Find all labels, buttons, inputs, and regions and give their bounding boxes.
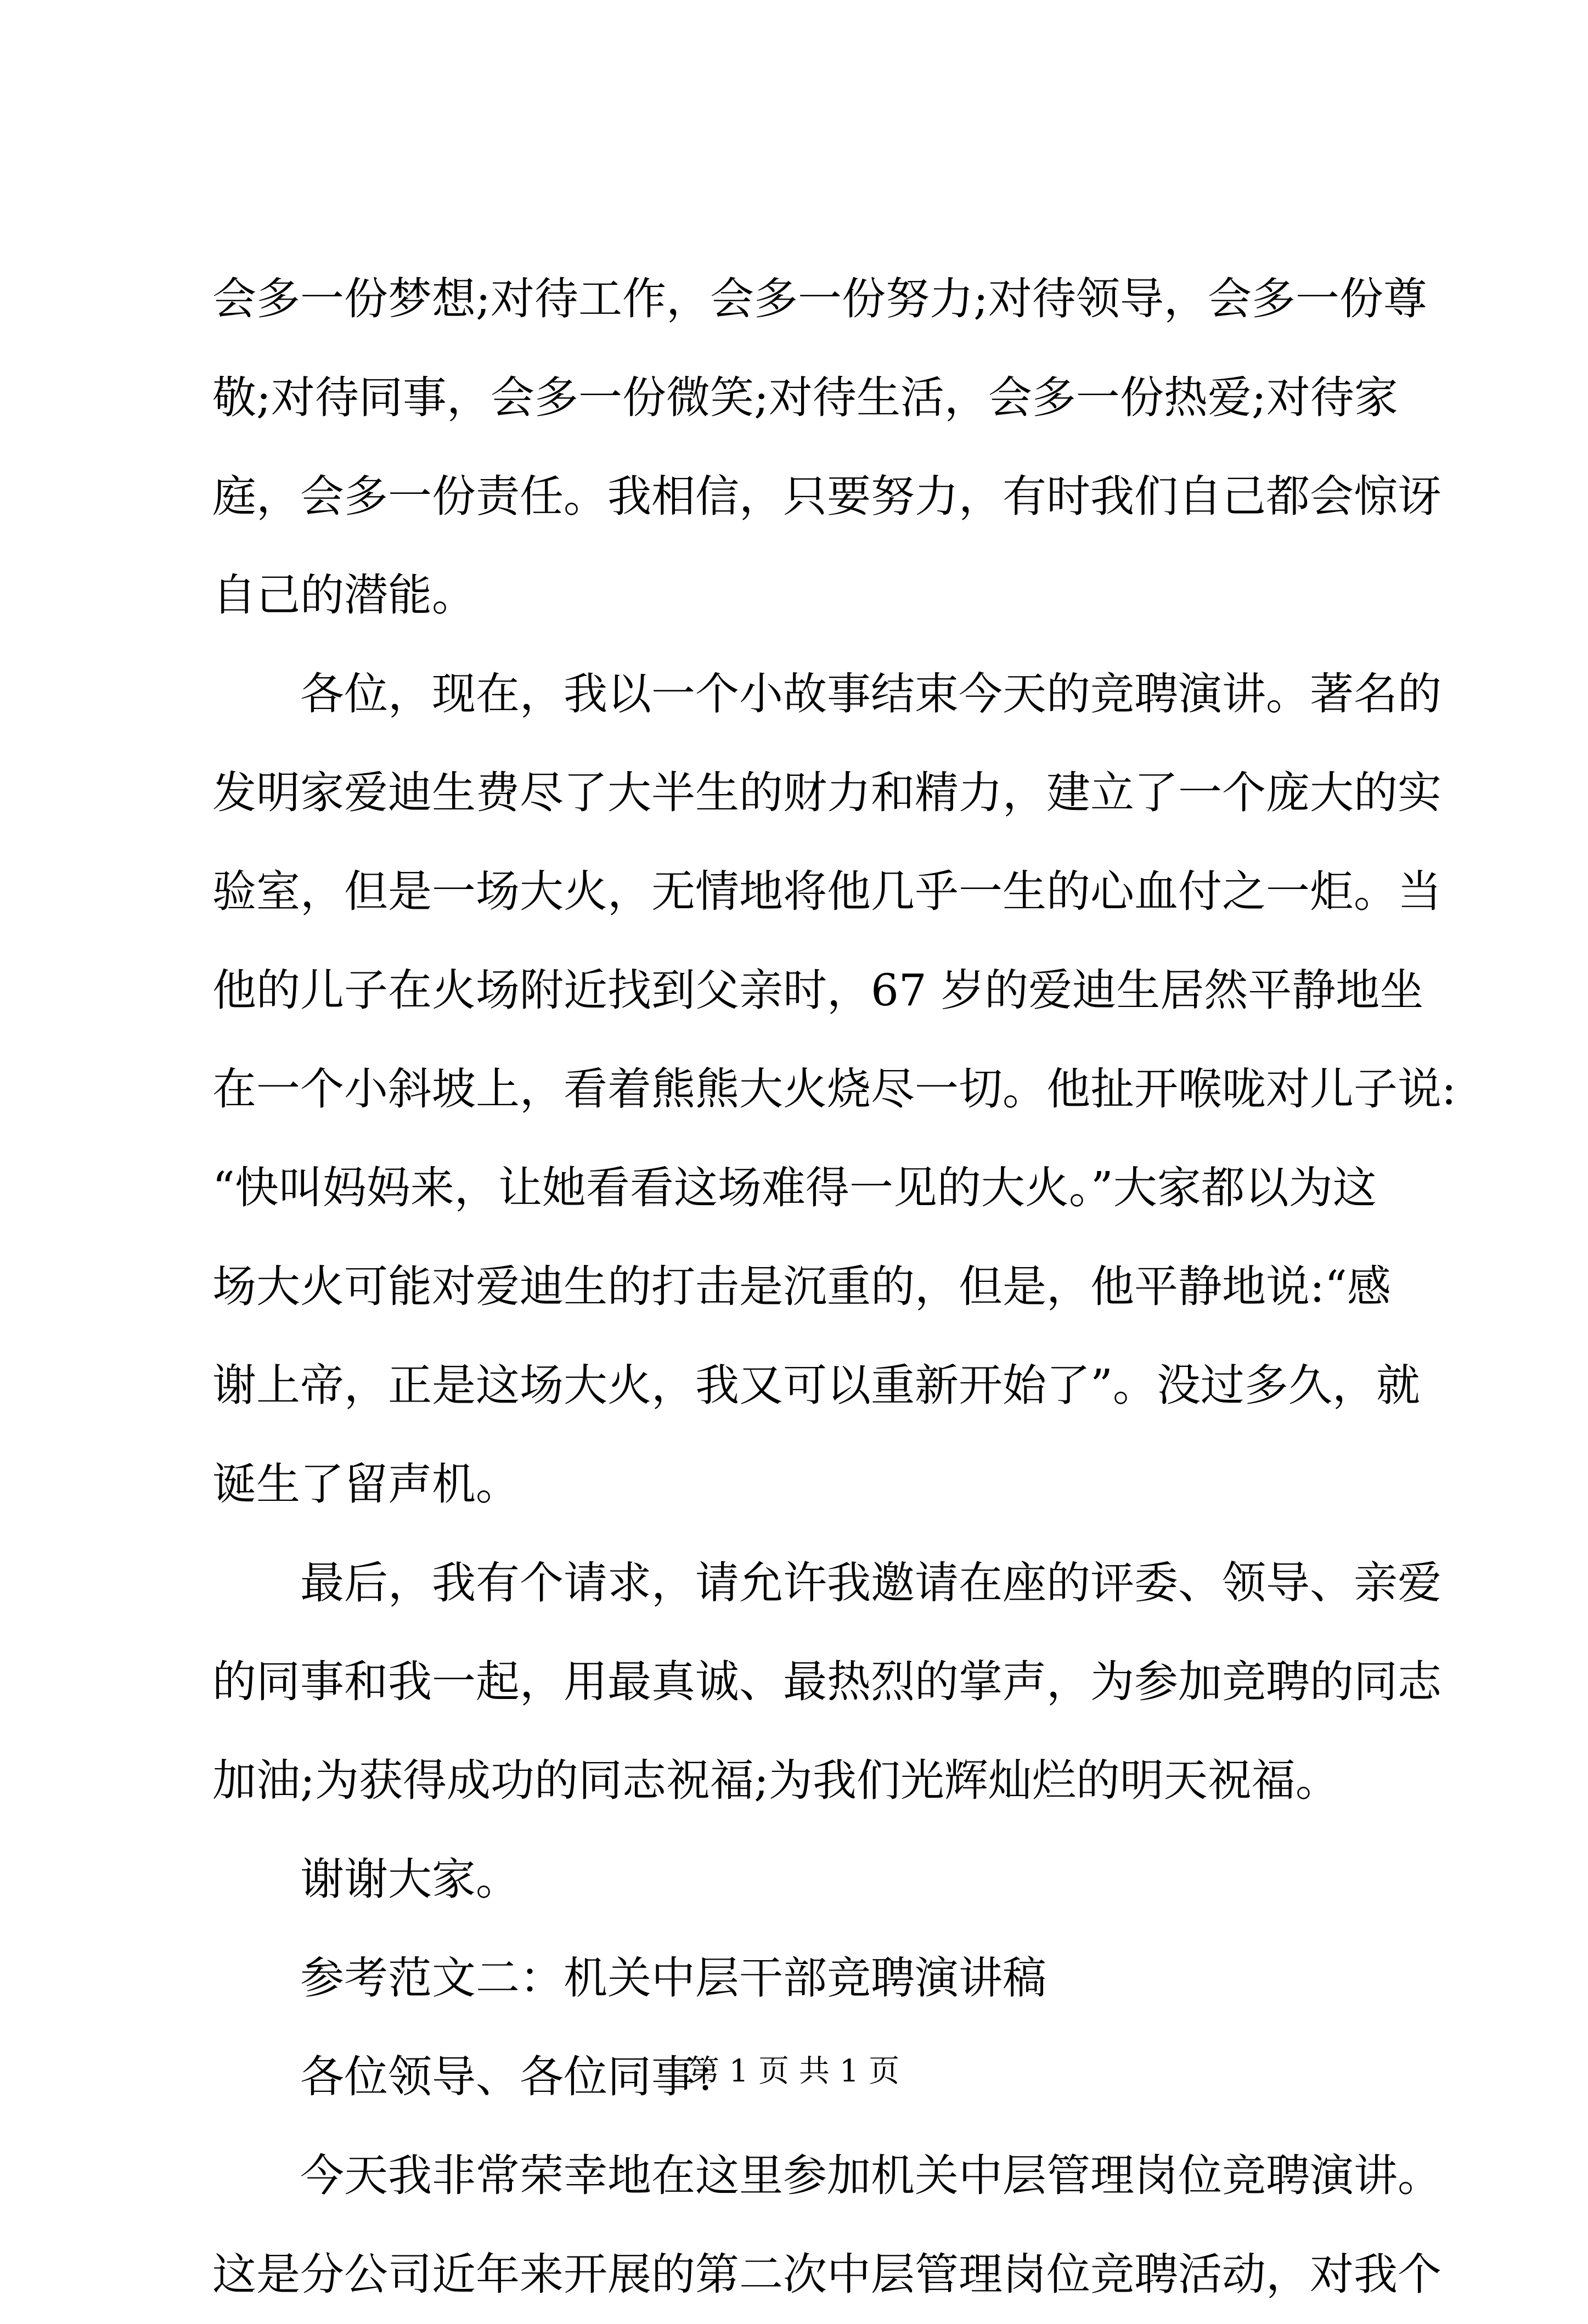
text-line: 场大火可能对爱迪生的打击是沉重的，但是，他平静地说:“感 (212, 1261, 1391, 1312)
text-line: 验室，但是一场大火，无情地将他几乎一生的心血付之一炬。当 (212, 866, 1441, 917)
text-line: 自己的潜能。 (212, 570, 476, 621)
text-line: 各位，现在，我以一个小故事结束今天的竞聘演讲。著名的 (300, 668, 1441, 719)
text-line: 在一个小斜坡上，看着熊熊大火烧尽一切。他扯开喉咙对儿子说: (212, 1063, 1456, 1115)
text-line: 谢上帝，正是这场大火，我又可以重新开始了”。没过多久，就 (212, 1360, 1420, 1411)
text-line: 他的儿子在火场附近找到父亲时，67 岁的爱迪生居然平静地坐 (212, 965, 1424, 1016)
text-line: 谢谢大家。 (300, 1854, 520, 1905)
text-line: 会多一份梦想;对待工作，会多一份努力;对待领导，会多一份尊 (212, 273, 1427, 324)
text-line: “快叫妈妈来，让她看看这场难得一见的大火。”大家都以为这 (212, 1162, 1377, 1213)
text-line: 的同事和我一起，用最真诚、最热烈的掌声，为参加竞聘的同志 (212, 1656, 1441, 1707)
text-line: 加油;为获得成功的同志祝福;为我们光辉灿烂的明天祝福。 (212, 1755, 1339, 1806)
text-line: 庭，会多一份责任。我相信，只要努力，有时我们自己都会惊讶 (212, 471, 1441, 522)
section-heading: 参考范文二：机关中层干部竞聘演讲稿 (300, 1952, 1046, 2004)
text-line: 这是分公司近年来开展的第二次中层管理岗位竞聘活动，对我个 (212, 2249, 1441, 2300)
text-line: 发明家爱迪生费尽了大半生的财力和精力，建立了一个庞大的实 (212, 767, 1441, 818)
text-line: 敬;对待同事，会多一份微笑;对待生活，会多一份热爱;对待家 (212, 372, 1398, 423)
salutation: 各位领导、各位同事： (300, 2051, 739, 2102)
document-body (212, 250, 1456, 2324)
page-number-footer: 第 1 页 共 1 页 (688, 2053, 900, 2089)
text-line: 今天我非常荣幸地在这里参加机关中层管理岗位竞聘演讲。 (300, 2150, 1441, 2201)
text-line: 诞生了留声机。 (212, 1459, 520, 1510)
text-line: 最后，我有个请求，请允许我邀请在座的评委、领导、亲爱 (300, 1557, 1441, 1608)
